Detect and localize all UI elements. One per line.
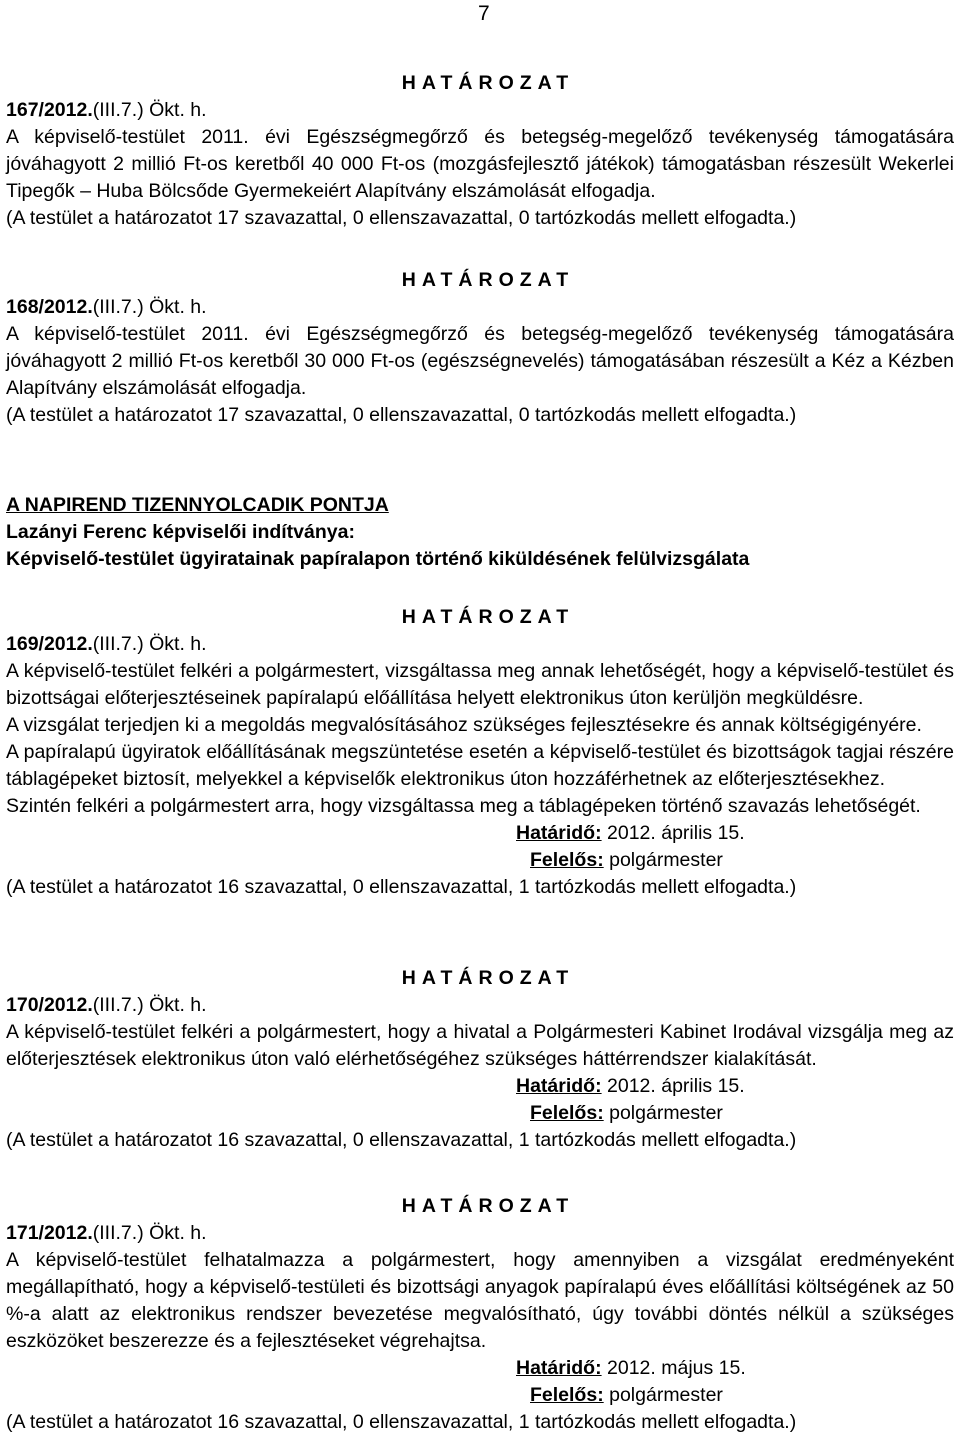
resolution-paragraph: A vizsgálat terjedjen ki a megoldás megvalósításához szükséges fejlesztésekre és annak költségigényére. [6, 714, 922, 736]
resolution-number [6, 631, 954, 658]
responsible-value: polgármester [609, 1384, 723, 1406]
deadline [6, 1073, 954, 1100]
resolution-number-suffix: (III.7.) Ökt. h. [92, 994, 207, 1016]
resolution-number-main: 171/2012. [6, 1222, 93, 1244]
resolution-paragraph: A képviselő-testület felhatalmazza a polgármestert, hogy amennyiben a vizsgálat eredményeként megállapítható, hogy a képviselő-testületi és bizottsági anyagok papíralapú éves előállítási költségének az 50 %-a alatt az elektronikus rendszer bevezetése megvalósítható, úgy további döntés nélkül a szükséges eszközöket beszerezze és a fejlesztéseket végrehajtsa. [6, 1249, 954, 1352]
resolution-vote: (A testület a határozatot 16 szavazattal, 0 ellenszavazattal, 1 tartózkodás mellett elfogadta.) [6, 1129, 797, 1151]
responsible-label: Felelős: [530, 849, 604, 871]
resolution-body: A képviselő-testület 2011. évi Egészségmegőrző és betegség-megelőző tevékenység támogatására jóváhagyott 2 millió Ft-os keretből 30 000 Ft-os (egészségnevelés) támogatásában részesült a Kéz a Kézben Alapítvány elszámolását elfogadja. [6, 323, 954, 399]
resolution-171 [6, 1193, 954, 1436]
resolution-number [6, 294, 954, 321]
resolution-heading: HATÁROZAT [401, 1195, 575, 1217]
resolution-heading: HATÁROZAT [401, 72, 575, 94]
resolution-number [6, 97, 954, 124]
responsible-value: polgármester [609, 1102, 723, 1124]
resolution-vote: (A testület a határozatot 16 szavazattal, 0 ellenszavazattal, 1 tartózkodás mellett elfogadta.) [6, 1411, 797, 1433]
resolution-170 [6, 965, 954, 1154]
deadline [6, 820, 954, 847]
resolution-vote: (A testület a határozatot 16 szavazattal, 0 ellenszavazattal, 1 tartózkodás mellett elfogadta.) [6, 876, 797, 898]
responsible-label: Felelős: [530, 1384, 604, 1406]
resolution-168 [6, 267, 954, 429]
resolution-number [6, 1220, 954, 1247]
resolution-167 [6, 70, 954, 232]
responsible-label: Felelős: [530, 1102, 604, 1124]
resolution-paragraph: Szintén felkéri a polgármestert arra, hogy vizsgáltassa meg a táblagépeken történő szavazás lehetőségét. [6, 795, 921, 817]
resolution-number-main: 167/2012. [6, 99, 93, 121]
resolution-heading: HATÁROZAT [401, 967, 575, 989]
deadline-label: Határidő: [516, 1357, 602, 1379]
deadline-value: 2012. május 15. [607, 1357, 746, 1379]
resolution-number-suffix: (III.7.) Ökt. h. [92, 99, 207, 121]
responsible [6, 1100, 954, 1127]
responsible [6, 847, 954, 874]
deadline [6, 1355, 954, 1382]
agenda-item [6, 492, 954, 573]
responsible [6, 1382, 954, 1409]
deadline-value: 2012. április 15. [607, 1075, 745, 1097]
deadline-label: Határidő: [516, 822, 602, 844]
agenda-proposer: Lazányi Ferenc képviselői indítványa: [6, 521, 355, 543]
agenda-subject: Képviselő-testület ügyiratainak papíralapon történő kiküldésének felülvizsgálata [6, 548, 750, 570]
resolution-paragraph: A képviselő-testület felkéri a polgármestert, hogy a hivatal a Polgármesteri Kabinet Irodával vizsgálja meg az előterjesztések elektronikus úton való elérhetőségéhez szükséges háttérrendszer kialakítását. [6, 1021, 954, 1070]
agenda-title: A NAPIREND TIZENNYOLCADIK PONTJA [6, 494, 389, 516]
resolution-paragraph: A képviselő-testület felkéri a polgármestert, vizsgáltassa meg annak lehetőségét, hogy a képviselő-testület és bizottságai előterjesztéseinek papíralapú előállítása helyett elektronikus úton kerüljön megküldésre. [6, 660, 954, 709]
resolution-vote: (A testület a határozatot 17 szavazattal, 0 ellenszavazattal, 0 tartózkodás mellett elfogadta.) [6, 207, 797, 229]
resolution-169 [6, 604, 954, 901]
deadline-value: 2012. április 15. [607, 822, 745, 844]
responsible-value: polgármester [609, 849, 723, 871]
resolution-number-main: 170/2012. [6, 994, 93, 1016]
page-number: 7 [478, 2, 490, 25]
resolution-vote: (A testület a határozatot 17 szavazattal, 0 ellenszavazattal, 0 tartózkodás mellett elfogadta.) [6, 404, 797, 426]
resolution-body: A képviselő-testület 2011. évi Egészségmegőrző és betegség-megelőző tevékenység támogatására jóváhagyott 2 millió Ft-os keretből 40 000 Ft-os (mozgásfejlesztő játékok) támogatásban részesült Wekerlei Tipegők – Huba Bölcsőde Gyermekeiért Alapítvány elszámolását elfogadja. [6, 126, 954, 202]
resolution-number [6, 992, 954, 1019]
resolution-heading: HATÁROZAT [401, 606, 575, 628]
deadline-label: Határidő: [516, 1075, 602, 1097]
resolution-number-main: 168/2012. [6, 296, 93, 318]
resolution-number-suffix: (III.7.) Ökt. h. [92, 1222, 207, 1244]
resolution-heading: HATÁROZAT [401, 269, 575, 291]
resolution-number-suffix: (III.7.) Ökt. h. [92, 633, 207, 655]
resolution-number-suffix: (III.7.) Ökt. h. [92, 296, 207, 318]
resolution-number-main: 169/2012. [6, 633, 93, 655]
resolution-paragraph: A papíralapú ügyiratok előállításának megszüntetése esetén a képviselő-testület és bizottságok tagjai részére táblagépeket biztosít, melyekkel a képviselők elektronikus úton hozzáférhetnek az előterjesztésekhez. [6, 741, 954, 790]
